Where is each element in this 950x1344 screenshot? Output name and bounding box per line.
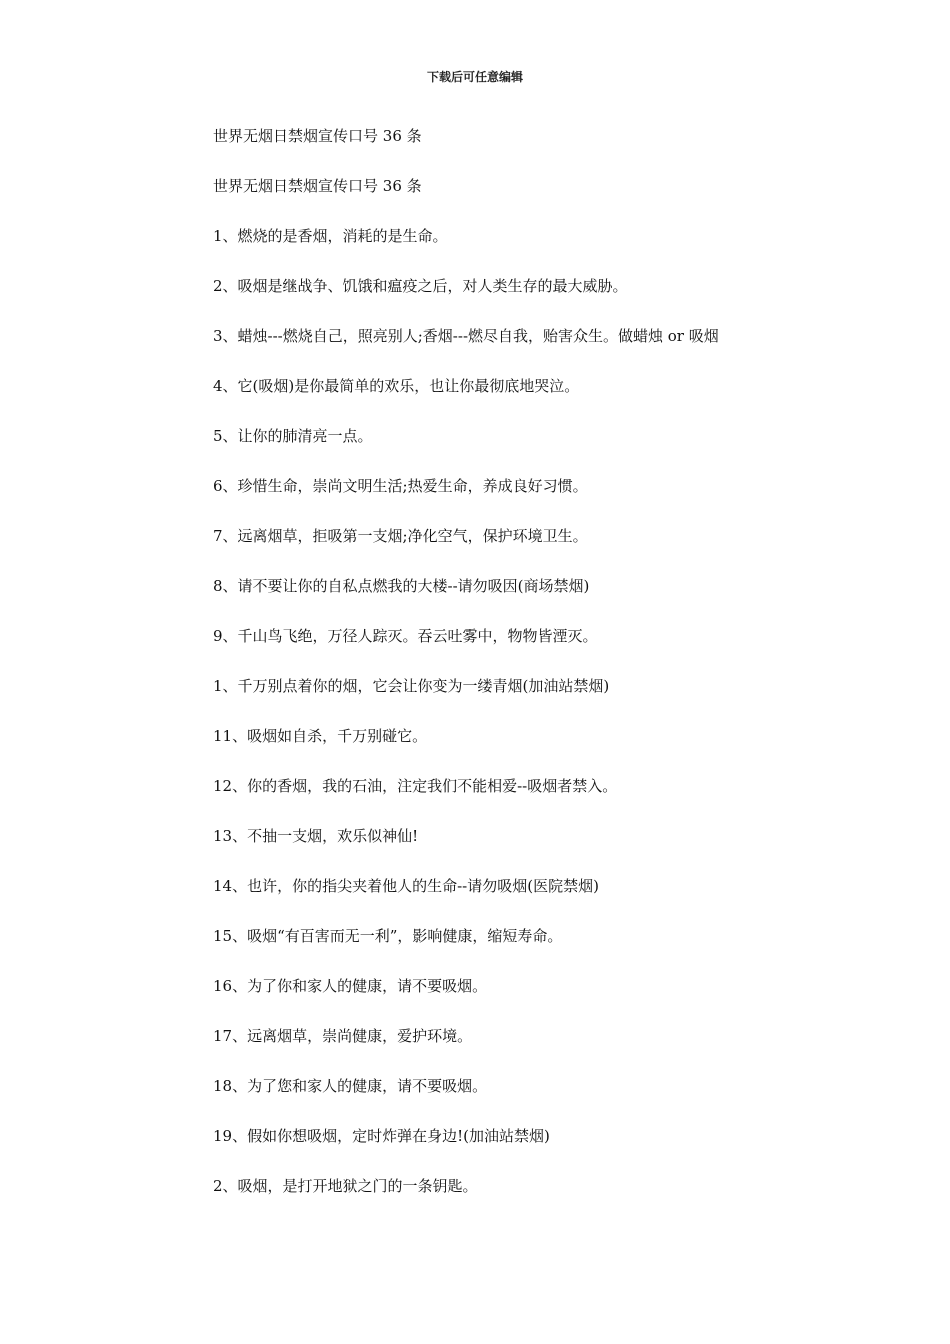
slogan-item: 6、珍惜生命，崇尚文明生活;热爱生命，养成良好习惯。 [213, 477, 588, 495]
slogan-item: 17、远离烟草，崇尚健康，爱护环境。 [213, 1027, 473, 1045]
slogan-item: 5、让你的肺清亮一点。 [213, 427, 373, 445]
slogan-item: 12、你的香烟，我的石油，注定我们不能相爱--吸烟者禁入。 [213, 777, 618, 795]
slogan-item: 13、不抽一支烟，欢乐似神仙! [213, 827, 419, 845]
slogan-item: 8、请不要让你的自私点燃我的大楼--请勿吸因(商场禁烟) [213, 577, 590, 595]
slogan-item: 14、也许，你的指尖夹着他人的生命--请勿吸烟(医院禁烟) [213, 877, 599, 895]
document-subtitle: 世界无烟日禁烟宣传口号 36 条 [213, 177, 422, 195]
slogan-item: 11、吸烟如自杀，千万别碰它。 [213, 727, 428, 745]
slogan-item: 2、吸烟是继战争、饥饿和瘟疫之后，对人类生存的最大威胁。 [213, 277, 628, 295]
slogan-item: 2、吸烟，是打开地狱之门的一条钥匙。 [213, 1177, 478, 1195]
header-note: 下载后可任意编辑 [426, 70, 523, 84]
slogan-item: 19、假如你想吸烟，定时炸弹在身边!(加油站禁烟) [213, 1127, 550, 1145]
slogan-item: 7、远离烟草，拒吸第一支烟;净化空气，保护环境卫生。 [213, 527, 588, 545]
slogan-item: 9、千山鸟飞绝，万径人踪灭。吞云吐雾中，物物皆湮灭。 [213, 627, 598, 645]
slogan-item: 18、为了您和家人的健康，请不要吸烟。 [213, 1077, 488, 1095]
slogan-item: 3、蜡烛---燃烧自己，照亮别人;香烟---燃尽自我，贻害众生。做蜡烛 or 吸烟 [213, 327, 719, 345]
slogan-item: 1、燃烧的是香烟，消耗的是生命。 [213, 227, 448, 245]
slogan-item: 15、吸烟“有百害而无一利”，影响健康，缩短寿命。 [213, 927, 563, 945]
slogan-item: 4、它(吸烟)是你最简单的欢乐，也让你最彻底地哭泣。 [213, 377, 580, 395]
document-title: 世界无烟日禁烟宣传口号 36 条 [213, 127, 422, 145]
slogan-item: 1、千万别点着你的烟，它会让你变为一缕青烟(加油站禁烟) [213, 677, 610, 695]
document-body [181, 124, 771, 1224]
slogan-item: 16、为了你和家人的健康，请不要吸烟。 [213, 977, 488, 995]
